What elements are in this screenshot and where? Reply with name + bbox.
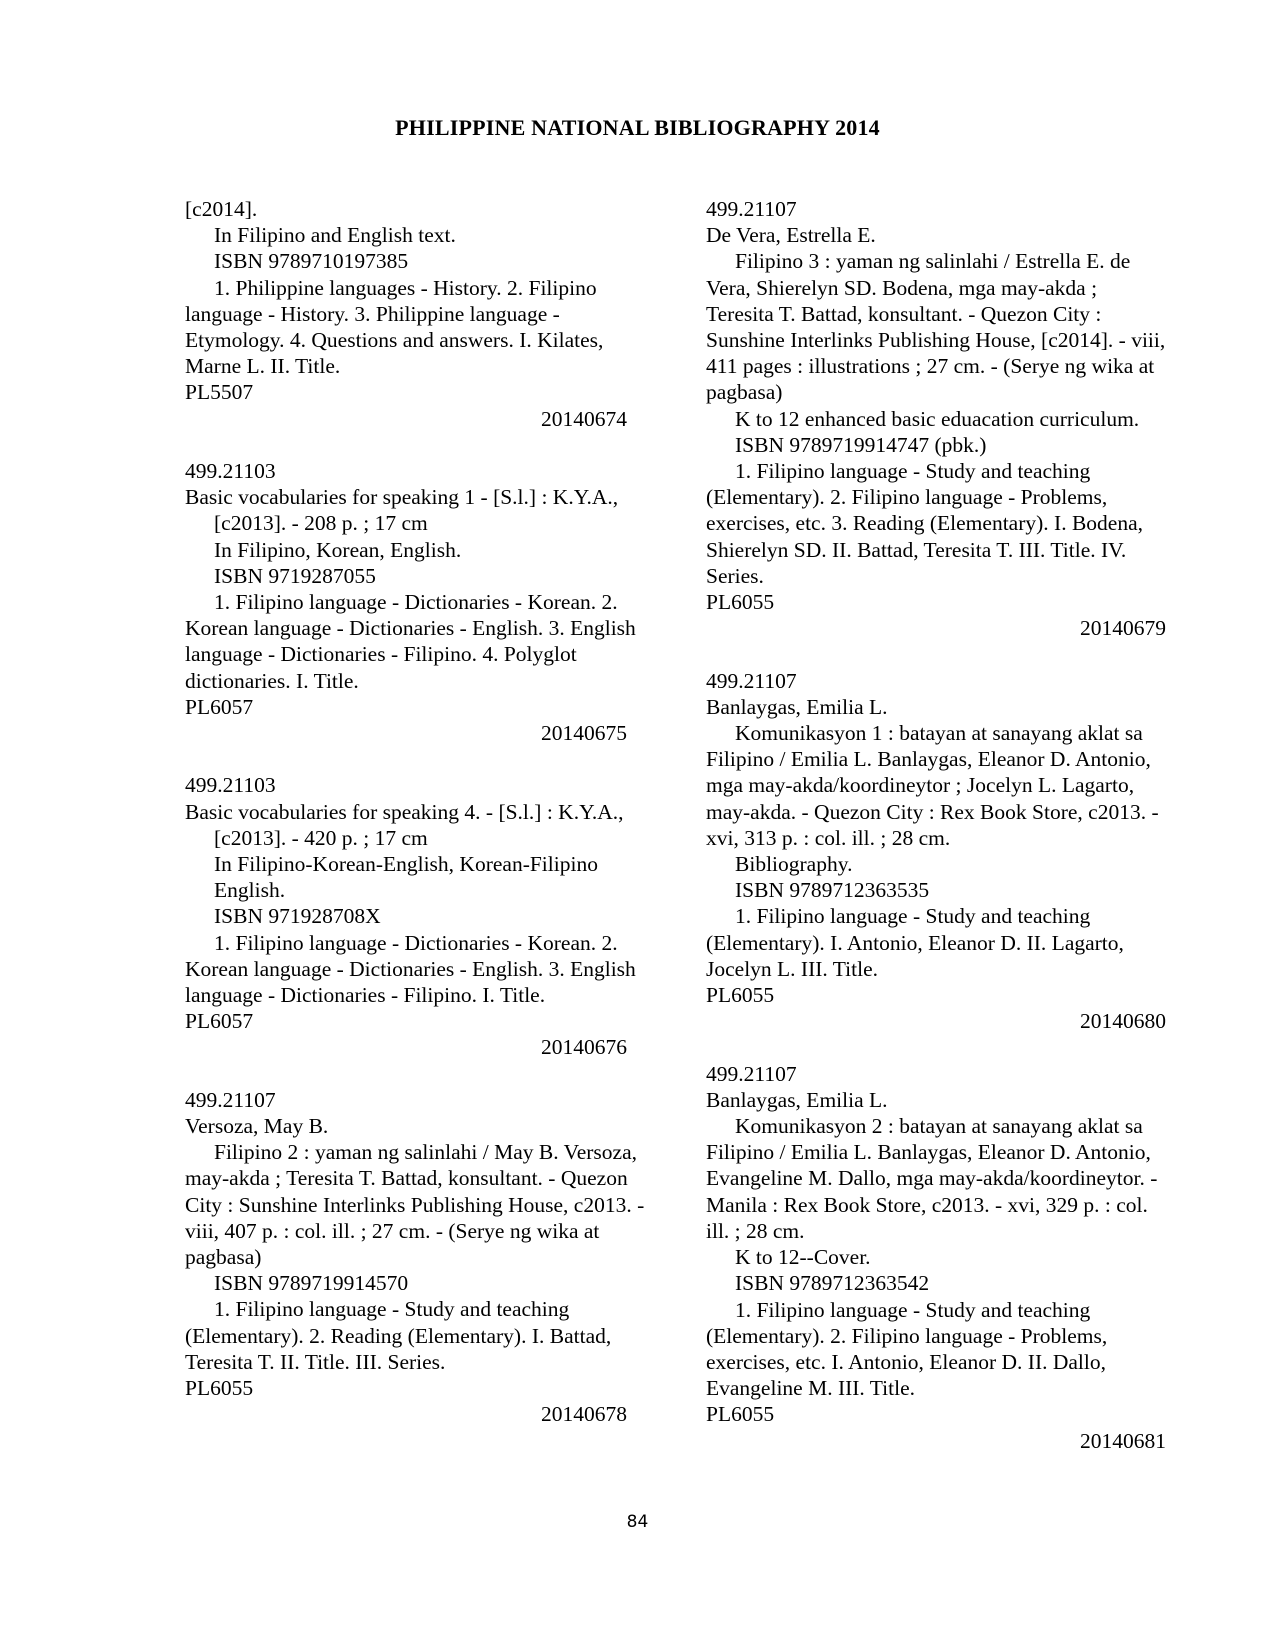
entry-line: De Vera, Estrella E. xyxy=(706,223,876,248)
entry-line: ill. ; 28 cm. xyxy=(706,1218,805,1243)
classification-number: 499.21107 xyxy=(706,1061,797,1086)
entry-line: 1. Filipino language - Study and teaching xyxy=(735,904,1091,929)
entry-line: In Filipino-Korean-English, Korean-Filipino xyxy=(214,852,598,877)
entry-line: K to 12 enhanced basic eduacation curriculum. xyxy=(735,406,1140,431)
entry-line: ISBN 9719287055 xyxy=(214,563,376,588)
bibliography-entry xyxy=(185,772,655,1060)
call-number: PL6057 xyxy=(185,694,254,719)
call-number: PL6055 xyxy=(706,1402,775,1427)
classification-number: 499.21103 xyxy=(185,773,276,798)
call-number: PL6055 xyxy=(706,590,775,615)
entry-line: ISBN 9789719914747 (pbk.) xyxy=(735,432,987,457)
page-title: PHILIPPINE NATIONAL BIBLIOGRAPHY 2014 xyxy=(395,115,880,140)
entry-line: Etymology. 4. Questions and answers. I. Kilates, xyxy=(185,328,604,353)
entry-line: English. xyxy=(214,878,286,903)
entry-line: (Elementary). 2. Reading (Elementary). I. Battad, xyxy=(185,1323,612,1348)
classification-number: 499.21103 xyxy=(185,459,276,484)
left-column xyxy=(185,196,655,1428)
bibliography-entry xyxy=(185,458,655,746)
entry-line: Evangeline M. Dallo, mga may-akda/koordineytor. - xyxy=(706,1166,1158,1191)
entry-line: mga may-akda/koordineytor ; Jocelyn L. Lagarto, xyxy=(706,773,1135,798)
entry-line: 1. Filipino language - Study and teaching xyxy=(735,459,1091,484)
classification-number: 499.21107 xyxy=(706,197,797,221)
bibliography-entry xyxy=(706,1061,1194,1454)
call-number: PL6055 xyxy=(185,1376,254,1401)
entry-line: exercises, etc. I. Antonio, Eleanor D. II. Dallo, xyxy=(706,1349,1107,1374)
control-number: 20140675 xyxy=(541,721,627,746)
entry-line: Komunikasyon 2 : batayan at sanayang aklat sa xyxy=(735,1114,1143,1139)
entry-line: Korean language - Dictionaries - English. 3. English xyxy=(185,616,636,641)
entry-line: Filipino / Emilia L. Banlaygas, Eleanor D. Antonio, xyxy=(706,1140,1151,1165)
entry-line: Bibliography. xyxy=(735,852,853,877)
entry-line: exercises, etc. 3. Reading (Elementary). I. Bodena, xyxy=(706,511,1143,536)
entry-line: K to 12--Cover. xyxy=(735,1245,871,1270)
entry-line: Banlaygas, Emilia L. xyxy=(706,694,888,719)
control-number: 20140678 xyxy=(541,1402,627,1427)
entry-line: pagbasa) xyxy=(706,380,783,405)
entry-line: Jocelyn L. III. Title. xyxy=(706,956,878,981)
entry-line: [c2014]. xyxy=(185,197,258,221)
entry-line: 1. Philippine languages - History. 2. Filipino xyxy=(214,275,597,300)
entry-line: Series. xyxy=(706,563,764,588)
call-number: PL5507 xyxy=(185,380,254,405)
entry-line: Basic vocabularies for speaking 1 - [S.l.] : K.Y.A., xyxy=(185,485,619,510)
entry-line: In Filipino, Korean, English. xyxy=(214,537,462,562)
entry-line: may-akda. - Quezon City : Rex Book Store, c2013. - xyxy=(706,799,1159,824)
bibliography-entry xyxy=(185,196,655,432)
classification-number: 499.21107 xyxy=(706,668,797,693)
entry-line: [c2013]. - 420 p. ; 17 cm xyxy=(214,825,428,850)
entry-line: Shierelyn SD. II. Battad, Teresita T. III. Title. IV. xyxy=(706,537,1127,562)
entry-line: ISBN 971928708X xyxy=(214,904,381,929)
control-number: 20140676 xyxy=(541,1035,627,1060)
entry-line: language - History. 3. Philippine language - xyxy=(185,301,560,326)
entry-line: Marne L. II. Title. xyxy=(185,354,341,379)
entry-line: xvi, 313 p. : col. ill. ; 28 cm. xyxy=(706,825,951,850)
bibliography-entry xyxy=(185,1087,655,1428)
entry-line: ISBN 9789710197385 xyxy=(214,249,409,274)
entry-line: 411 pages : illustrations ; 27 cm. - (Serye ng wika at xyxy=(706,354,1155,379)
page-number: 84 xyxy=(626,1512,649,1532)
entry-line: dictionaries. I. Title. xyxy=(185,668,359,693)
entry-line: Teresita T. Battad, konsultant. - Quezon City : xyxy=(706,301,1102,326)
bibliography-entry xyxy=(706,668,1194,1035)
entry-line: City : Sunshine Interlinks Publishing House, c2013. - xyxy=(185,1192,645,1217)
entry-line: In Filipino and English text. xyxy=(214,223,456,248)
entry-line: Versoza, May B. xyxy=(185,1114,329,1139)
entry-line: pagbasa) xyxy=(185,1245,262,1270)
control-number: 20140681 xyxy=(1080,1428,1166,1453)
control-number: 20140679 xyxy=(1080,616,1166,641)
entry-line: Komunikasyon 1 : batayan at sanayang aklat sa xyxy=(735,721,1143,746)
entry-line: ISBN 9789712363542 xyxy=(735,1271,930,1296)
entry-line: (Elementary). 2. Filipino language - Problems, xyxy=(706,485,1108,510)
control-number: 20140674 xyxy=(541,406,627,431)
entry-line: Vera, Shierelyn SD. Bodena, mga may-akda ; xyxy=(706,275,1098,300)
entry-line: 1. Filipino language - Study and teaching xyxy=(214,1297,570,1322)
right-column xyxy=(706,196,1194,1454)
entry-line: Banlaygas, Emilia L. xyxy=(706,1087,888,1112)
entry-line: Basic vocabularies for speaking 4. - [S.l.] : K.Y.A., xyxy=(185,799,624,824)
entry-line: (Elementary). I. Antonio, Eleanor D. II. Lagarto, xyxy=(706,930,1124,955)
entry-line: viii, 407 p. : col. ill. ; 27 cm. - (Serye ng wika at xyxy=(185,1218,600,1243)
control-number: 20140680 xyxy=(1080,1009,1166,1034)
entry-line: language - Dictionaries - Filipino. 4. Polyglot xyxy=(185,642,577,667)
entry-line: Filipino / Emilia L. Banlaygas, Eleanor D. Antonio, xyxy=(706,747,1151,772)
entry-line: Manila : Rex Book Store, c2013. - xvi, 329 p. : col. xyxy=(706,1192,1148,1217)
entry-line: Teresita T. II. Title. III. Series. xyxy=(185,1349,446,1374)
entry-line: ISBN 9789719914570 xyxy=(214,1271,409,1296)
bibliography-entry xyxy=(706,196,1194,641)
entry-line: (Elementary). 2. Filipino language - Problems, xyxy=(706,1323,1108,1348)
entry-line: 1. Filipino language - Dictionaries - Korean. 2. xyxy=(214,590,618,615)
entry-line: may-akda ; Teresita T. Battad, konsultant. - Quezon xyxy=(185,1166,628,1191)
entry-line: Korean language - Dictionaries - English. 3. English xyxy=(185,956,636,981)
entry-line: Sunshine Interlinks Publishing House, [c2014]. - viii, xyxy=(706,328,1166,353)
call-number: PL6057 xyxy=(185,1009,254,1034)
entry-line: [c2013]. - 208 p. ; 17 cm xyxy=(214,511,428,536)
entry-line: language - Dictionaries - Filipino. I. Title. xyxy=(185,983,546,1008)
entry-line: Filipino 2 : yaman ng salinlahi / May B. Versoza, xyxy=(214,1140,637,1165)
classification-number: 499.21107 xyxy=(185,1087,276,1112)
entry-line: 1. Filipino language - Study and teaching xyxy=(735,1297,1091,1322)
entry-line: 1. Filipino language - Dictionaries - Korean. 2. xyxy=(214,930,618,955)
entry-line: Evangeline M. III. Title. xyxy=(706,1376,916,1401)
entry-line: ISBN 9789712363535 xyxy=(735,878,930,903)
call-number: PL6055 xyxy=(706,983,775,1008)
entry-line: Filipino 3 : yaman ng salinlahi / Estrella E. de xyxy=(735,249,1131,274)
